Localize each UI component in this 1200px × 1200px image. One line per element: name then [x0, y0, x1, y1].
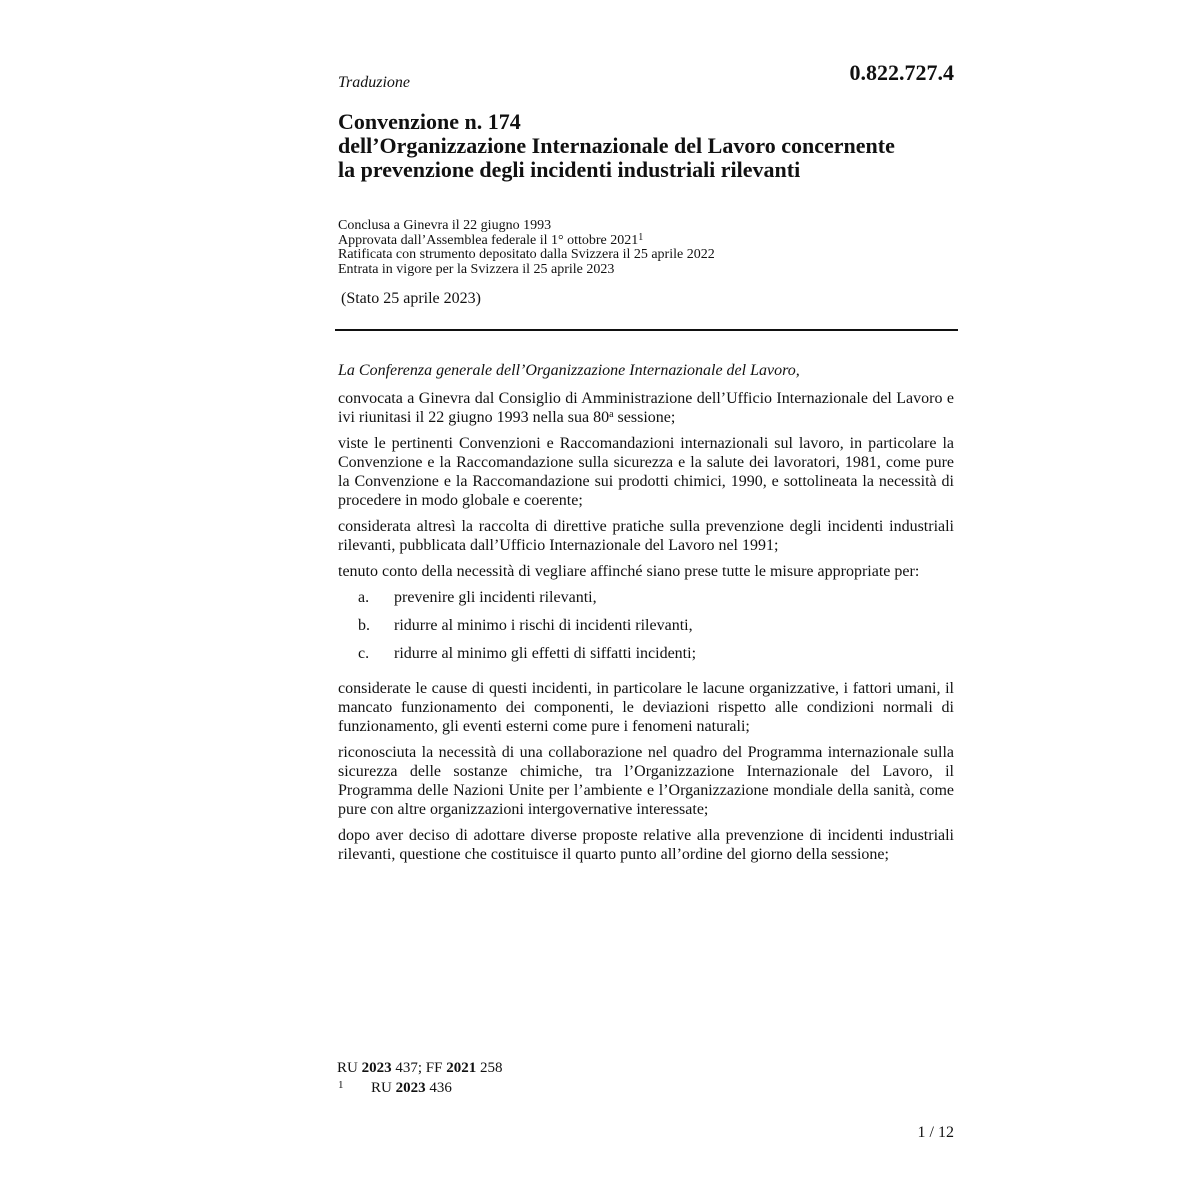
meta-concluded: Conclusa a Ginevra il 22 giugno 1993 [338, 218, 552, 233]
title-line-2: dell’Organizzazione Internazionale del Lavoro concernente [338, 133, 895, 158]
paragraph-code-of-practice: considerata altresì la raccolta di direttive pratiche sulla prevenzione degli incidenti industriali rilevanti, pubblicata dall’Ufficio Internazionale del Lavoro nel 1991; [338, 518, 954, 554]
document-title [338, 110, 978, 182]
header-divider [335, 329, 958, 331]
translation-label: Traduzione [338, 74, 411, 91]
paragraph-measures-intro: tenuto conto della necessità di vegliare affinché siano prese tutte le misure appropriate per: [338, 563, 920, 580]
meta-in-force: Entrata in vigore per la Svizzera il 25 aprile 2023 [338, 261, 615, 277]
meta-approved: Approvata dall’Assemblea federale il 1° ottobre 2021$^1$ [338, 231, 644, 248]
paragraph-convened: convocata a Ginevra dal Consiglio di Amministrazione dell’Ufficio Internazionale del Lavoro e ivi riunitasi il 22 giugno 1993 nella sua 80$^a$ sessione; [338, 390, 954, 426]
paragraph-decision: dopo aver deciso di adottare diverse proposte relative alla prevenzione di incidenti industriali rilevanti, questione che costituisce il quarto punto all’ordine del giorno della sessione; [338, 827, 954, 863]
sr-number: 0.822.727.4 [849, 60, 954, 85]
footnote-number: 1 [338, 1079, 344, 1091]
list-item: c. ridurre al minimo gli effetti di siffatti incidenti; [358, 645, 697, 662]
list-item: b. ridurre al minimo i rischi di incidenti rilevanti, [358, 617, 693, 634]
title-line-1: Convenzione n. 174 [338, 109, 521, 134]
meta-ratified: Ratificata con strumento depositato dalla Svizzera il 25 aprile 2022 [338, 247, 715, 262]
footnote-text: RU 2023 436 [371, 1080, 452, 1096]
document-body [338, 361, 954, 871]
page-number: 1 / 12 [917, 1124, 954, 1141]
list-item: a. prevenire gli incidenti rilevanti, [358, 589, 597, 606]
measures-list [338, 588, 954, 672]
preamble: La Conferenza generale dell’Organizzazione Internazionale del Lavoro, [338, 362, 800, 379]
document-metadata [338, 219, 958, 277]
paragraph-causes: considerate le cause di questi incidenti, in particolare le lacune organizzative, i fattori umani, il mancato funzionamento dei componenti, le deviazioni rispetto alle condizioni normali di funzionamento, gli eventi esterni come pure i fenomeni naturali; [338, 680, 954, 735]
title-line-3: la prevenzione degli incidenti industriali rilevanti [338, 157, 801, 182]
footnote-ref[interactable]: 1 [638, 231, 644, 243]
status-date: (Stato 25 aprile 2023) [341, 290, 481, 307]
paragraph-collaboration: riconosciuta la necessità di una collaborazione nel quadro del Programma internazionale sulla sicurezza delle sostanze chimiche, tra l’Organizzazione Internazionale del Lavoro, il Programma delle Nazioni Unite per l’ambiente e l’Organizzazione mondiale della sanità, come pure con altre organizzazioni intergovernative interessate; [338, 744, 954, 818]
footnotes [337, 1058, 502, 1098]
official-reference: RU 2023 437; FF 2021 258 [337, 1060, 503, 1076]
paragraph-conventions: viste le pertinenti Convenzioni e Raccomandazioni internazionali sul lavoro, in particolare la Convenzione e la Raccomandazione sulla sicurezza e la salute dei lavoratori, 1981, come pure la Convenzione e la Raccomandazione sui prodotti chimici, 1990, e sottolineata la necessità di procedere in modo globale e coerente; [338, 435, 954, 509]
footnote-1 [337, 1078, 502, 1098]
